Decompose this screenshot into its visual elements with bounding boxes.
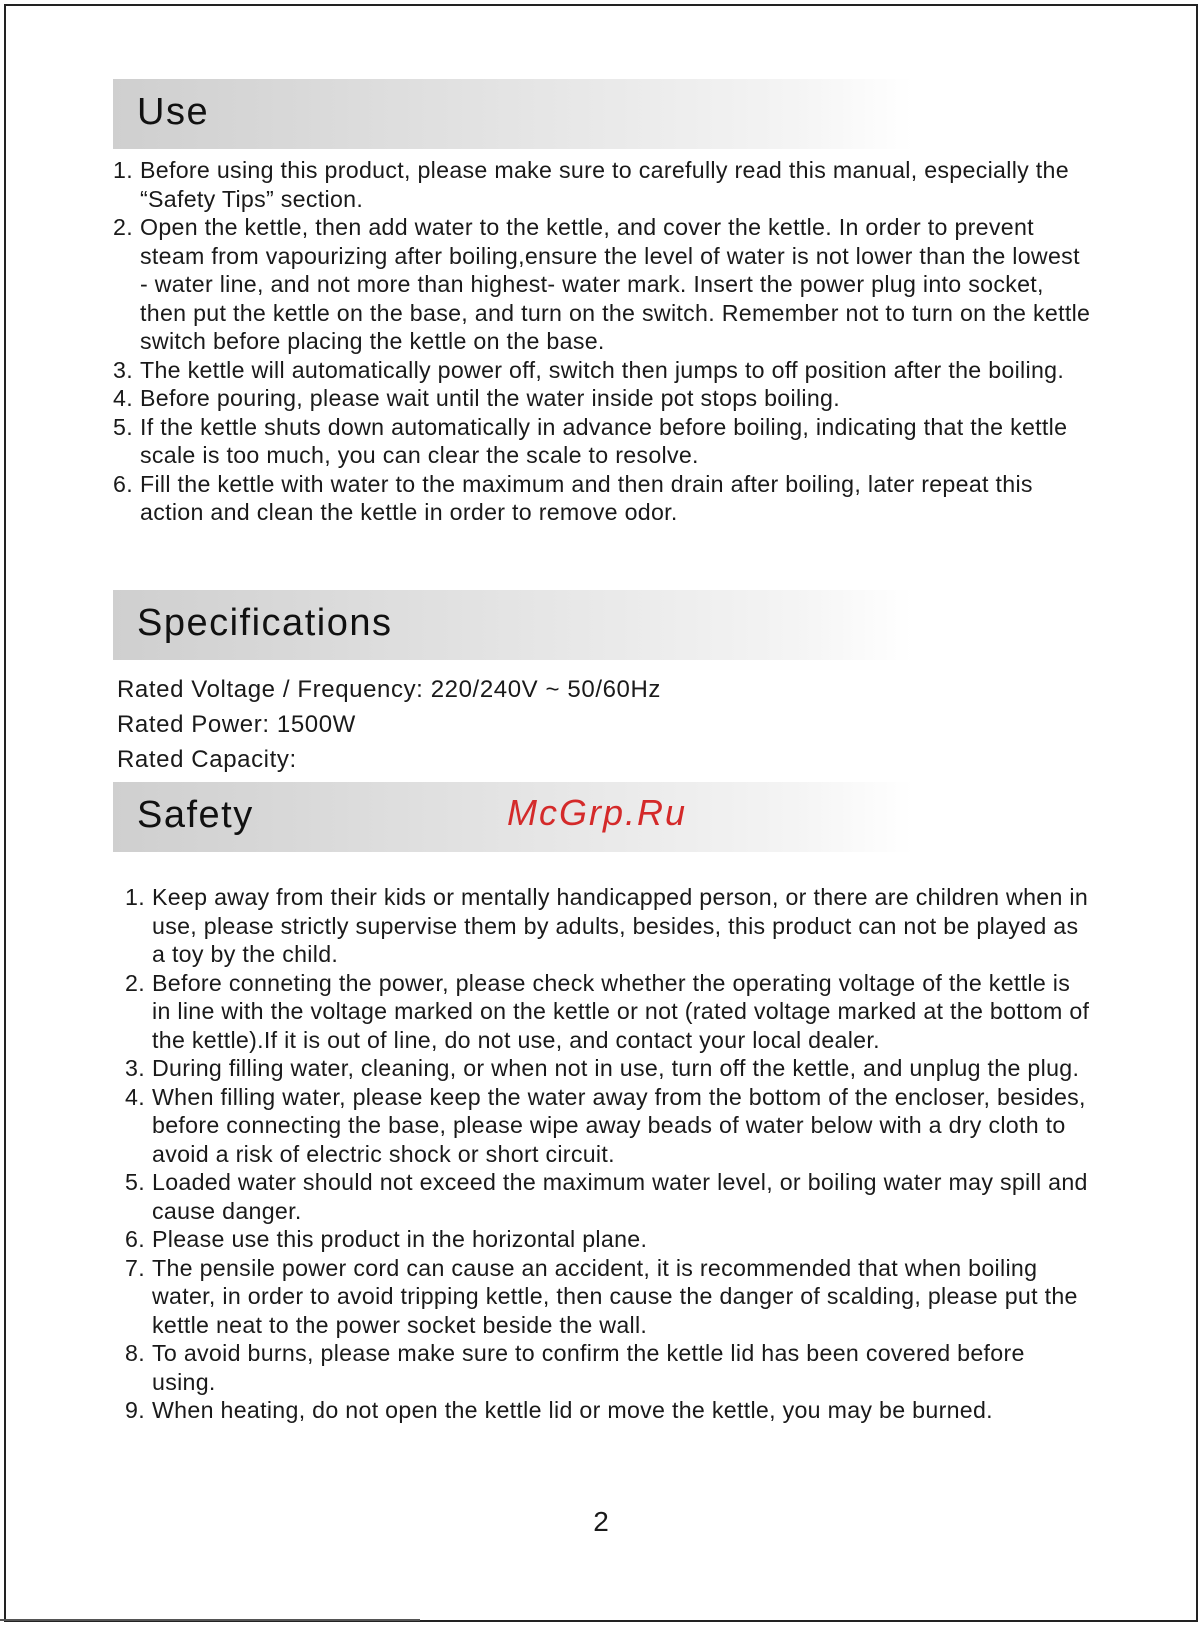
list-item xyxy=(113,156,1093,213)
item-number: 2. xyxy=(113,214,133,240)
item-text: To avoid burns, please make sure to confirm the kettle lid has been covered before using. xyxy=(152,1340,1025,1395)
item-number: 6. xyxy=(125,1226,145,1252)
list-item xyxy=(125,1339,1095,1396)
list-item xyxy=(113,413,1093,470)
item-text: Please use this product in the horizontal plane. xyxy=(152,1226,648,1252)
item-number: 4. xyxy=(125,1083,145,1110)
item-number: 3. xyxy=(125,1055,145,1081)
list-item xyxy=(125,1396,1095,1425)
item-number: 8. xyxy=(125,1340,145,1366)
item-text: Open the kettle, then add water to the kettle, and cover the kettle. In order to prevent steam from vapourizing after boiling,ensure the level of water is not lower than the lowest - water line, and not more than highest- water mark. Insert the power plug into socket, then put the kettle on the base, and turn on the switch. Remember not to turn on the kettle switch before placing the kettle on the base. xyxy=(140,214,1091,354)
list-item xyxy=(113,384,1093,413)
item-text: Before conneting the power, please check whether the operating voltage of the kettle is in line with the voltage marked on the kettle or not (rated voltage marked at the bottom of the kettle).If it is out of line, do not use, and contact your local dealer. xyxy=(152,969,1090,1053)
item-number: 5. xyxy=(113,413,133,440)
use-section-header xyxy=(113,79,913,149)
item-number: 4. xyxy=(113,385,133,411)
item-text: Before pouring, please wait until the water inside pot stops boiling. xyxy=(140,385,840,411)
item-text: Keep away from their kids or mentally handicapped person, or there are children when in use, please strictly supervise them by adults, besides, this product can not be played as a toy by the child. xyxy=(152,884,1089,967)
safety-tips-list xyxy=(125,883,1095,1425)
spec-voltage-frequency: Rated Voltage / Frequency: 220/240V ~ 50/60Hz xyxy=(117,676,662,703)
specifications-section-header xyxy=(113,590,913,660)
safety-section-title: Safety xyxy=(137,794,254,836)
item-text: When filling water, please keep the water away from the bottom of the encloser, besides, before connecting the base, please wipe away beads of water below with a dry cloth to avoid a risk of electric shock or short circuit. xyxy=(152,1083,1086,1167)
item-number: 6. xyxy=(113,470,133,497)
list-item xyxy=(113,213,1093,356)
item-number: 7. xyxy=(125,1254,145,1281)
list-item xyxy=(125,1225,1095,1254)
item-text: The pensile power cord can cause an accident, it is recommended that when boiling water, in order to avoid tripping kettle, then cause the danger of scalding, please put the kettle neat to the power socket beside the wall. xyxy=(152,1254,1078,1338)
item-number: 1. xyxy=(125,884,145,910)
bottom-divider xyxy=(0,1619,420,1621)
item-text: Fill the kettle with water to the maximum and then drain after boiling, later repeat this action and clean the kettle in order to remove odor. xyxy=(140,470,1033,525)
list-item xyxy=(125,883,1095,969)
item-number: 2. xyxy=(125,969,145,996)
item-text: If the kettle shuts down automatically in advance before boiling, indicating that the kettle scale is too much, you can clear the scale to resolve. xyxy=(140,413,1068,468)
item-number: 1. xyxy=(113,157,133,183)
item-text: When heating, do not open the kettle lid or move the kettle, you may be burned. xyxy=(152,1397,993,1423)
watermark-logo: McGrp.Ru xyxy=(507,792,688,833)
list-item xyxy=(125,1083,1095,1169)
specifications-section-title: Specifications xyxy=(137,602,393,644)
list-item xyxy=(113,470,1093,527)
list-item xyxy=(113,356,1093,385)
list-item xyxy=(125,1168,1095,1225)
item-number: 9. xyxy=(125,1397,145,1423)
use-instructions-list xyxy=(113,156,1093,527)
spec-rated-capacity: Rated Capacity: xyxy=(117,746,297,773)
item-number: 5. xyxy=(125,1169,145,1195)
item-text: The kettle will automatically power off, switch then jumps to off position after the boiling. xyxy=(140,356,1065,383)
list-item xyxy=(125,1054,1095,1083)
item-text: During filling water, cleaning, or when not in use, turn off the kettle, and unplug the plug. xyxy=(152,1055,1080,1081)
use-section-title: Use xyxy=(137,91,210,133)
list-item xyxy=(125,1254,1095,1340)
list-item xyxy=(125,969,1095,1055)
item-number: 3. xyxy=(113,356,133,383)
item-text: Loaded water should not exceed the maximum water level, or boiling water may spill and cause danger. xyxy=(152,1169,1088,1224)
spec-rated-power: Rated Power: 1500W xyxy=(117,711,356,738)
page-number: 2 xyxy=(593,1506,609,1537)
item-text: Before using this product, please make sure to carefully read this manual, especially the “Safety Tips” section. xyxy=(140,157,1069,212)
